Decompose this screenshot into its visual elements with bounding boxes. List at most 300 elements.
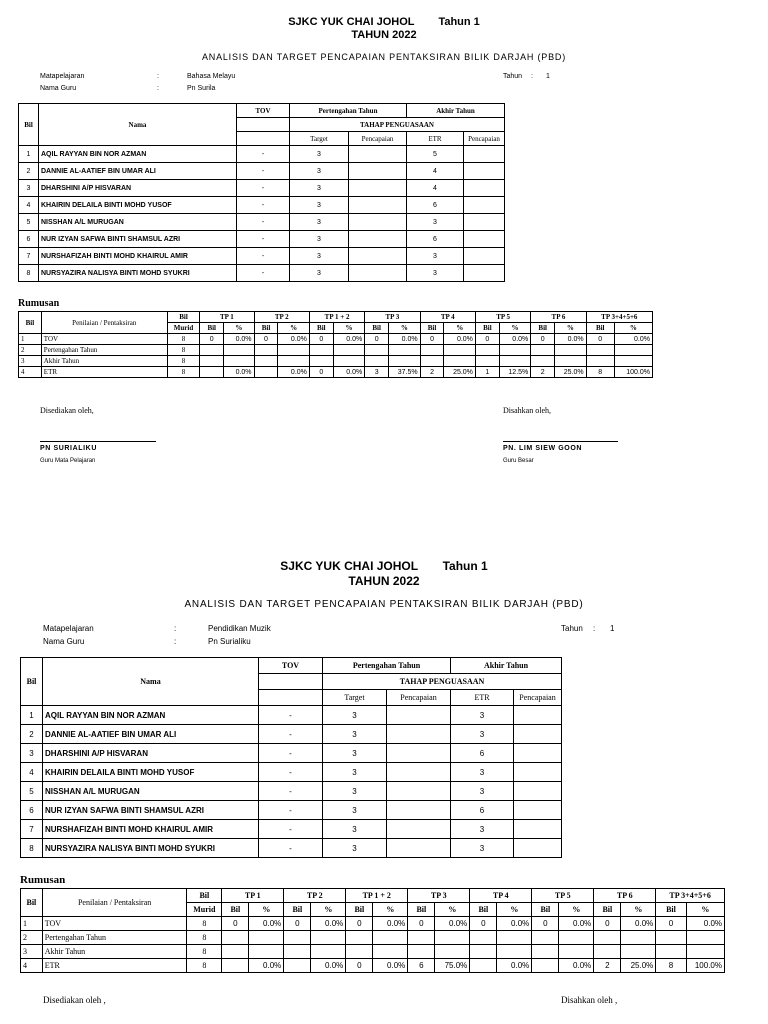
bil-cell: 3 [19,356,42,367]
pencapaian-cell [464,214,505,231]
pencapaian-cell [514,839,562,858]
page1-rumusan-table [18,311,653,378]
bil-cell: 4 [21,959,43,973]
pencapaian-cell [387,839,451,858]
mid-year-header: Pertengahan Tahun [290,104,407,118]
tp-bil-cell [475,356,499,367]
page1-prepared-signature-line [40,441,156,442]
tp-pct-cell: 0.0% [621,917,656,931]
sub-bil-header: Bil [586,323,614,334]
tp-pct-cell: 37.5% [389,367,420,378]
murid-count: 8 [187,931,222,945]
tp-pct-cell [389,356,420,367]
tp-pct-cell: 0.0% [686,917,724,931]
tov-cell: - [259,706,323,725]
pencapaian-cell [349,180,407,197]
tp-bil-cell [532,931,559,945]
penilaian-header: Penilaian / Pentaksiran [42,889,187,917]
sub-bil-header: Bil [594,903,621,917]
sub-bil-header: Bil [254,323,278,334]
page2-school: SJKC YUK CHAI JOHOL [280,559,418,573]
tp-pct-cell [249,931,284,945]
page1-colon: : [531,73,533,80]
tp-pct-cell: 0.0% [614,334,652,345]
tp-pct-cell: 0.0% [497,959,532,973]
tp-bil-cell [586,345,614,356]
bil-cell: 2 [19,163,39,180]
page1-student-table [18,103,505,282]
table-row [21,706,562,725]
tp-pct-cell [444,356,475,367]
tp-pct-cell [614,345,652,356]
tov-cell: - [259,763,323,782]
tp-pct-cell: 0.0% [435,917,470,931]
tp-pct-cell: 0.0% [373,959,408,973]
tov-cell: - [259,782,323,801]
sub-pct-header: % [249,903,284,917]
tp-bil-cell: 0 [594,917,621,931]
etr-cell: 6 [407,197,464,214]
bil-cell: 3 [21,945,43,959]
tp-header: TP 5 [475,312,530,323]
tp-pct-cell: 0.0% [499,334,530,345]
etr-header: ETR [451,690,514,706]
tp-bil-cell: 3 [365,367,389,378]
tp-bil-cell [309,345,333,356]
page2-approved-label: Disahkan oleh , [561,995,618,1005]
page1-prepared-name: PN SURIALIKU [40,445,97,452]
bil-header: Bil [19,312,42,334]
murid-count: 8 [187,917,222,931]
pencapaian-cell [349,231,407,248]
tp-pct-cell [555,356,586,367]
sub-pct-header: % [311,903,346,917]
table-row [19,356,653,367]
pencapaian-cell [464,146,505,163]
target-cell: 3 [290,163,349,180]
pencapaian-cell [464,231,505,248]
sub-bil-header: Bil [532,903,559,917]
tp-pct-cell: 0.0% [224,334,254,345]
tp-bil-cell: 8 [586,367,614,378]
tp-pct-cell: 12.5% [499,367,530,378]
page1-tahun-label: Tahun 1 [438,16,480,28]
pencapaian-cell [514,725,562,744]
murid-count: 8 [187,959,222,973]
pencapaian-cell [387,782,451,801]
tp-header: TP 3+4+5+6 [586,312,652,323]
tp-bil-cell: 0 [309,367,333,378]
murid-count: 8 [167,367,200,378]
tp-bil-cell [656,945,686,959]
tp-bil-cell: 0 [475,334,499,345]
target-cell: 3 [323,820,387,839]
page2-colon: : [174,624,177,633]
header-row [19,312,653,323]
sub-pct-header: % [686,903,724,917]
tp-bil-cell [254,356,278,367]
bil-cell: 1 [21,917,43,931]
pencapaian-header: Pencapaian [464,132,505,146]
sub-bil-header: Bil [656,903,686,917]
table-row [21,917,725,931]
pencapaian-cell [387,801,451,820]
bil-cell: 2 [21,725,43,744]
tp-pct-cell [389,345,420,356]
page1-year: TAHUN 2022 [351,29,417,41]
page2-subject-value: Pendidikan Muzik [208,624,271,633]
student-name: NUR IZYAN SAFWA BINTI SHAMSUL AZRI [43,801,259,820]
tp-pct-cell: 25.0% [555,367,586,378]
sub-bil-header: Bil [346,903,373,917]
sub-bil-header: Bil [475,323,499,334]
tp-bil-cell: 0 [200,334,224,345]
penilaian-label: ETR [41,367,167,378]
pencapaian-cell [464,197,505,214]
tp-pct-cell: 0.0% [333,367,364,378]
tp-bil-cell: 0 [470,917,497,931]
page2-rumusan-title: Rumusan [20,874,66,886]
etr-cell: 3 [451,782,514,801]
page1-rumusan-title: Rumusan [18,298,60,309]
table-row [19,345,653,356]
tp-pct-cell [614,356,652,367]
bil-cell: 2 [19,345,42,356]
page2-subject-label: Matapelajaran [43,624,94,633]
tp-bil-cell [200,345,224,356]
tov-cell: - [259,744,323,763]
tp-header: TP 3 [408,889,470,903]
tp-pct-cell [499,345,530,356]
penilaian-label: Pertengahan Tahun [42,931,187,945]
tp-bil-cell: 0 [284,917,311,931]
pencapaian-cell [514,801,562,820]
pencapaian-cell [349,248,407,265]
student-name: NURSHAFIZAH BINTI MOHD KHAIRUL AMIR [43,820,259,839]
tov-blank [237,118,290,132]
pencapaian-cell [387,706,451,725]
tp-pct-cell: 0.0% [559,917,594,931]
tp-pct-cell: 0.0% [249,917,284,931]
page2-prepared-label: Disediakan oleh , [43,995,106,1005]
student-name: DHARSHINI A/P HISVARAN [39,180,237,197]
tp-pct-cell [559,945,594,959]
bil-cell: 2 [21,931,43,945]
tov-cell: - [259,839,323,858]
target-cell: 3 [290,197,349,214]
tp-pct-cell: 0.0% [249,959,284,973]
pencapaian-cell [349,265,407,282]
tp-bil-cell: 0 [254,334,278,345]
tov-cell: - [259,820,323,839]
tp-pct-cell: 0.0% [311,917,346,931]
penilaian-label: ETR [42,959,187,973]
etr-cell: 3 [451,706,514,725]
tp-pct-cell [249,945,284,959]
page1-teacher-label: Nama Guru [40,85,77,92]
tp-pct-cell: 0.0% [278,334,309,345]
pencapaian-cell [514,744,562,763]
student-name: NURSHAFIZAH BINTI MOHD KHAIRUL AMIR [39,248,237,265]
page1-approved-signature-line [503,441,618,442]
tp-bil-cell [475,345,499,356]
pencapaian-cell [349,163,407,180]
tp-pct-cell: 0.0% [333,334,364,345]
sub-bil-header: Bil [470,903,497,917]
murid-count: 8 [167,345,200,356]
tp-pct-cell [559,931,594,945]
sub-pct-header: % [278,323,309,334]
table-row [19,334,653,345]
student-name: KHAIRIN DELAILA BINTI MOHD YUSOF [39,197,237,214]
tp-pct-cell [311,945,346,959]
etr-cell: 6 [407,231,464,248]
pencapaian-header: Pencapaian [349,132,407,146]
tov-cell: - [237,163,290,180]
target-cell: 3 [323,744,387,763]
tp-pct-cell [278,356,309,367]
tp-pct-cell [224,345,254,356]
pencapaian-cell [514,763,562,782]
tp-bil-cell [408,945,435,959]
etr-header: ETR [407,132,464,146]
bil-murid-header: Bil [167,312,200,323]
sub-bil-header: Bil [200,323,224,334]
page1-subject-label: Matapelajaran [40,73,85,80]
tp-bil-cell: 0 [346,959,373,973]
header-row [21,658,562,674]
tp-bil-cell: 0 [365,334,389,345]
tp-pct-cell: 0.0% [311,959,346,973]
tp-pct-cell [621,945,656,959]
page1-tahun-meta-label: Tahun [503,73,523,80]
tov-cell: - [259,725,323,744]
end-year-header: Akhir Tahun [451,658,562,674]
tov-blank [237,132,290,146]
etr-cell: 4 [407,163,464,180]
tp-pct-cell: 0.0% [278,367,309,378]
tp-header: TP 1 [200,312,254,323]
sub-pct-header: % [435,903,470,917]
table-row [19,248,505,265]
tp-pct-cell: 0.0% [497,917,532,931]
bil-cell: 4 [19,367,42,378]
table-row [21,839,562,858]
page1-approved-label: Disahkan oleh, [503,406,551,415]
page1-prepared-label: Disediakan oleh, [40,406,94,415]
tp-bil-cell [531,345,555,356]
page1-colon: : [157,73,159,80]
tp-bil-cell [420,345,444,356]
penilaian-header: Penilaian / Pentaksiran [41,312,167,334]
tp-pct-cell [497,945,532,959]
tp-bil-cell [365,345,389,356]
sub-pct-header: % [614,323,652,334]
tp-pct-cell [311,931,346,945]
tp-bil-cell [309,356,333,367]
tp-header: TP 6 [594,889,656,903]
tp-bil-cell: 0 [309,334,333,345]
sub-pct-header: % [497,903,532,917]
tp-pct-cell: 0.0% [444,334,475,345]
table-row [21,782,562,801]
table-row [19,265,505,282]
tp-bil-cell: 0 [586,334,614,345]
tov-header: TOV [237,104,290,118]
tp-pct-cell: 0.0% [389,334,420,345]
tp-bil-cell [346,945,373,959]
bil-cell: 8 [21,839,43,858]
page2-tahun-meta-label: Tahun [561,624,583,633]
tov-cell: - [237,214,290,231]
target-cell: 3 [290,214,349,231]
tov-cell: - [237,248,290,265]
tp-bil-cell [222,931,249,945]
etr-cell: 5 [407,146,464,163]
target-cell: 3 [290,248,349,265]
tov-cell: - [237,180,290,197]
table-row [21,801,562,820]
header-row [19,104,505,118]
tp-bil-cell [200,367,224,378]
bil-cell: 1 [19,334,42,345]
student-name: AQIL RAYYAN BIN NOR AZMAN [43,706,259,725]
target-cell: 3 [290,146,349,163]
etr-cell: 3 [451,725,514,744]
etr-cell: 6 [451,744,514,763]
tp-bil-cell: 8 [656,959,686,973]
page2-year: TAHUN 2022 [348,574,420,588]
tp-pct-cell [435,945,470,959]
tp-bil-cell [254,367,278,378]
penilaian-label: Akhir Tahun [42,945,187,959]
tp-bil-cell: 0 [408,917,435,931]
tp-bil-cell [470,931,497,945]
etr-cell: 3 [407,214,464,231]
pencapaian-cell [349,197,407,214]
tp-bil-cell: 0 [420,334,444,345]
etr-cell: 3 [451,763,514,782]
student-name: NISSHAN A/L MURUGAN [39,214,237,231]
murid-count: 8 [167,356,200,367]
tp-pct-cell: 100.0% [686,959,724,973]
pencapaian-cell [464,248,505,265]
tp-pct-cell: 0.0% [373,917,408,931]
tp-pct-cell [373,945,408,959]
tp-bil-cell [470,945,497,959]
table-row [21,931,725,945]
tp-header: TP 4 [470,889,532,903]
student-name: NURSYAZIRA NALISYA BINTI MOHD SYUKRI [39,265,237,282]
bil-header: Bil [21,889,43,917]
tp-bil-cell [594,931,621,945]
etr-cell: 4 [407,180,464,197]
pencapaian-header: Pencapaian [514,690,562,706]
tp-bil-cell [586,356,614,367]
tp-bil-cell: 2 [594,959,621,973]
bil-cell: 7 [21,820,43,839]
page2-teacher-value: Pn Surialiku [208,637,251,646]
bil-header: Bil [21,658,43,706]
murid-count: 8 [187,945,222,959]
etr-cell: 3 [407,265,464,282]
table-row [21,744,562,763]
tov-header: TOV [259,658,323,674]
sub-bil-header: Bil [222,903,249,917]
bil-murid-header: Bil [187,889,222,903]
tp-bil-cell [365,356,389,367]
target-cell: 3 [323,706,387,725]
student-name: AQIL RAYYAN BIN NOR AZMAN [39,146,237,163]
page1-title [0,16,768,28]
tp-bil-cell [532,959,559,973]
tp-bil-cell [532,945,559,959]
murid-header: Murid [167,323,200,334]
penilaian-label: TOV [42,917,187,931]
tp-bil-cell: 0 [532,917,559,931]
tp-bil-cell [656,931,686,945]
tp-header: TP 1 [222,889,284,903]
target-header: Target [290,132,349,146]
sub-bil-header: Bil [531,323,555,334]
tp-pct-cell [686,931,724,945]
sub-pct-header: % [444,323,475,334]
page1-approved-name: PN. LIM SIEW GOON [503,445,583,452]
target-cell: 3 [323,839,387,858]
murid-header: Murid [187,903,222,917]
end-year-header: Akhir Tahun [407,104,505,118]
pencapaian-cell [387,744,451,763]
bil-header: Bil [19,104,39,146]
tp-bil-cell [254,345,278,356]
student-name: NURSYAZIRA NALISYA BINTI MOHD SYUKRI [43,839,259,858]
tov-cell: - [237,231,290,248]
table-row [19,163,505,180]
penilaian-label: TOV [41,334,167,345]
tp-bil-cell: 6 [408,959,435,973]
page2-tahun-meta-value: 1 [610,624,615,633]
etr-cell: 3 [451,820,514,839]
student-name: DANNIE AL-AATIEF BIN UMAR ALI [43,725,259,744]
table-row [19,214,505,231]
page2-teacher-label: Nama Guru [43,637,85,646]
sub-pct-header: % [389,323,420,334]
pencapaian-header: Pencapaian [387,690,451,706]
pencapaian-cell [464,163,505,180]
tov-cell: - [237,265,290,282]
pencapaian-cell [464,265,505,282]
pencapaian-cell [514,820,562,839]
sub-bil-header: Bil [420,323,444,334]
table-row [21,959,725,973]
nama-header: Nama [39,104,237,146]
tp-pct-cell [497,931,532,945]
tov-cell: - [259,801,323,820]
pencapaian-cell [387,725,451,744]
tp-bil-cell [420,356,444,367]
page2-colon: : [174,637,177,646]
bil-cell: 3 [19,180,39,197]
tp-header: TP 4 [420,312,475,323]
target-cell: 3 [290,231,349,248]
tov-cell: - [237,197,290,214]
sub-bil-header: Bil [309,323,333,334]
etr-cell: 6 [451,801,514,820]
pencapaian-cell [464,180,505,197]
tp-bil-cell [200,356,224,367]
tp-pct-cell [621,931,656,945]
tp-bil-cell: 0 [222,917,249,931]
